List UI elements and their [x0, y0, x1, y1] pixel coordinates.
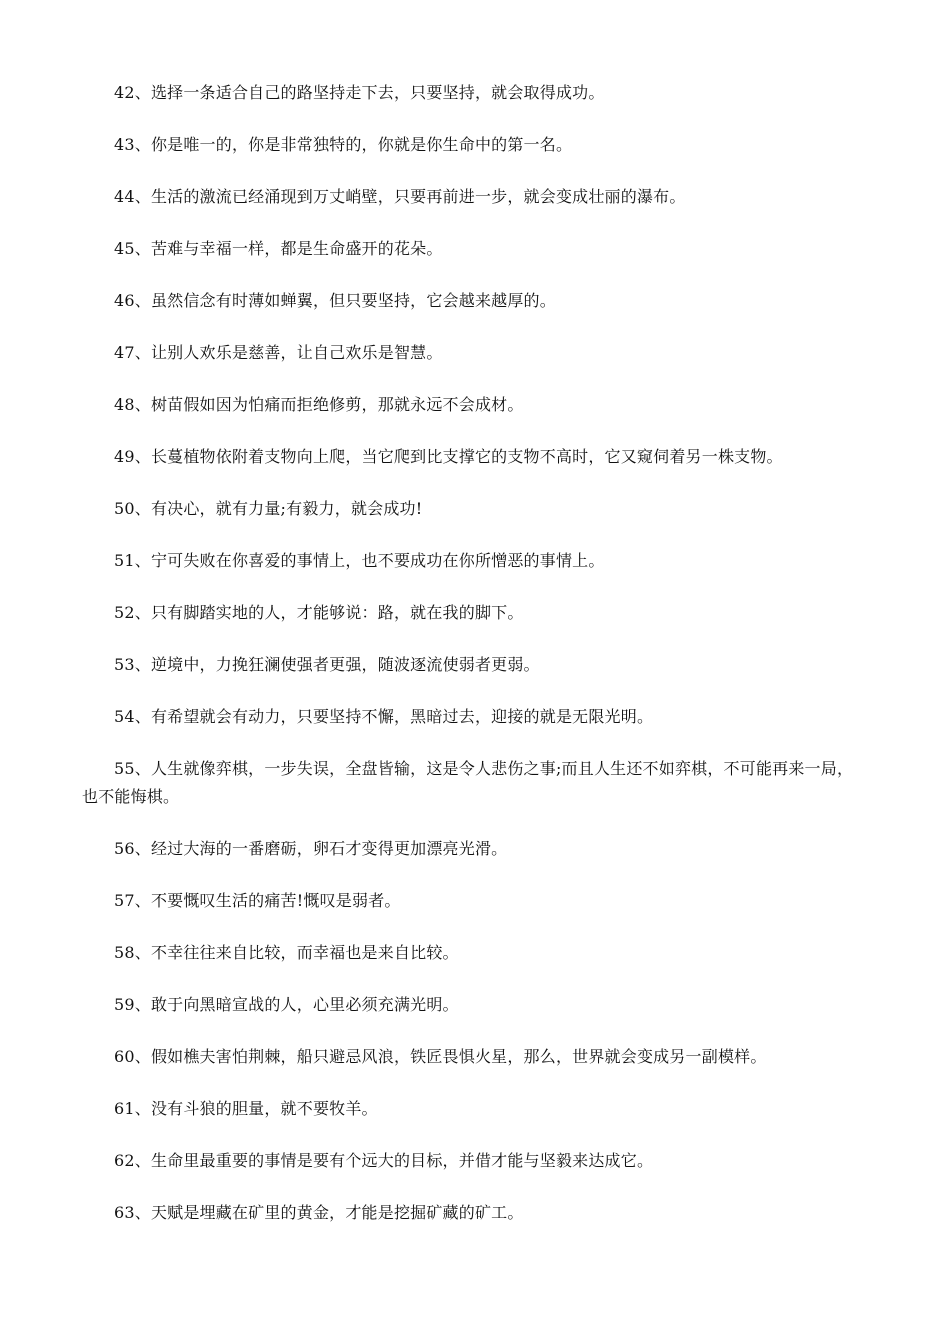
quote-item: 60、假如樵夫害怕荆棘，船只避忌风浪，铁匠畏惧火星，那么，世界就会变成另一副模样。: [114, 1047, 767, 1066]
quote-list: [82, 79, 868, 1251]
quote-item: 59、敢于向黑暗宣战的人，心里必须充满光明。: [114, 995, 459, 1014]
quote-item: 62、生命里最重要的事情是要有个远大的目标，并借才能与坚毅来达成它。: [114, 1151, 654, 1170]
quote-item: 54、有希望就会有动力，只要坚持不懈，黑暗过去，迎接的就是无限光明。: [114, 707, 654, 726]
quote-item: 45、苦难与幸福一样，都是生命盛开的花朵。: [114, 239, 443, 258]
quote-item: 51、宁可失败在你喜爱的事情上，也不要成功在你所憎恶的事情上。: [114, 551, 605, 570]
quote-item: 47、让别人欢乐是慈善，让自己欢乐是智慧。: [114, 343, 443, 362]
quote-item: 57、不要慨叹生活的痛苦!慨叹是弱者。: [114, 891, 401, 910]
quote-item: 63、天赋是埋藏在矿里的黄金，才能是挖掘矿藏的矿工。: [114, 1203, 524, 1222]
quote-item: 48、树苗假如因为怕痛而拒绝修剪，那就永远不会成材。: [114, 395, 524, 414]
quote-item: 61、没有斗狼的胆量，就不要牧羊。: [114, 1099, 378, 1118]
quote-item: 56、经过大海的一番磨砺，卵石才变得更加漂亮光滑。: [114, 839, 508, 858]
quote-item: 53、逆境中，力挽狂澜使强者更强，随波逐流使弱者更弱。: [114, 655, 540, 674]
quote-item: 49、长蔓植物依附着支物向上爬，当它爬到比支撑它的支物不高时，它又窥伺着另一株支物。: [114, 447, 783, 466]
quote-item: 52、只有脚踏实地的人，才能够说：路，就在我的脚下。: [114, 603, 524, 622]
quote-item: 50、有决心，就有力量;有毅力，就会成功!: [114, 499, 423, 518]
quote-item: 58、不幸往往来自比较，而幸福也是来自比较。: [114, 943, 459, 962]
quote-item: 44、生活的激流已经涌现到万丈峭壁，只要再前进一步，就会变成壮丽的瀑布。: [114, 187, 686, 206]
quote-item: 43、你是唯一的，你是非常独特的，你就是你生命中的第一名。: [114, 135, 573, 154]
quote-item: 46、虽然信念有时薄如蝉翼，但只要坚持，它会越来越厚的。: [114, 291, 556, 310]
quote-item: 55、人生就像弈棋，一步失误，全盘皆输，这是令人悲伤之事;而且人生还不如弈棋，不可能再来一局，也不能悔棋。: [82, 759, 854, 806]
quote-item: 42、选择一条适合自己的路坚持走下去，只要坚持，就会取得成功。: [114, 83, 605, 102]
